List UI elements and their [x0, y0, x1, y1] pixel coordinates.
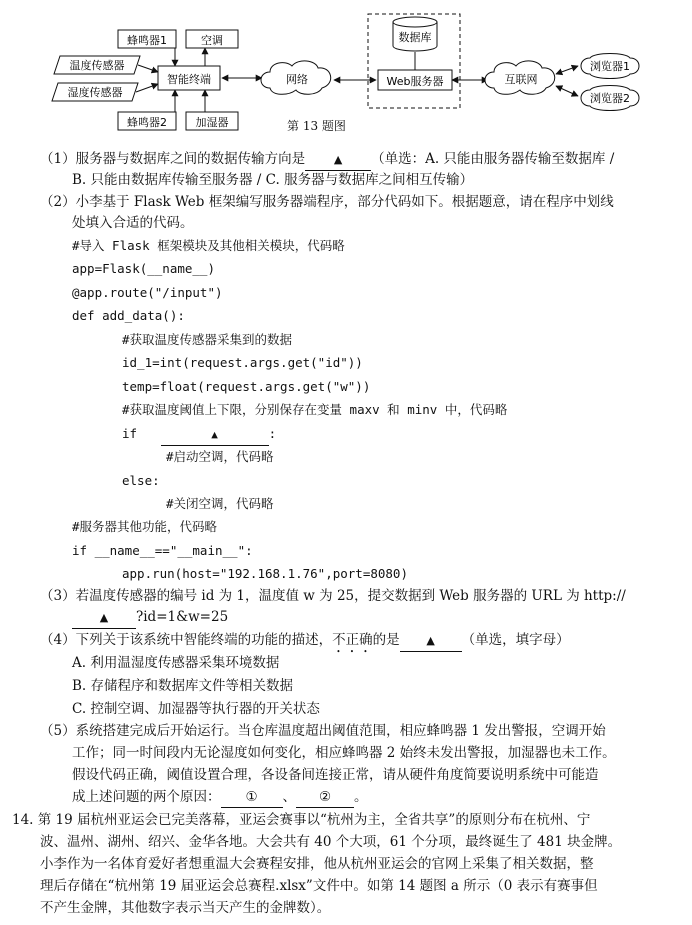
- code-line-11: else:: [122, 473, 160, 488]
- database-label: 数据库: [398, 31, 432, 44]
- q14-line5: 不产生金牌，其他数字表示当天产生的金牌数）。: [40, 900, 331, 916]
- network-label: 网络: [286, 73, 308, 86]
- q4-mid: 的是: [372, 632, 400, 648]
- humidifier-label: 加湿器: [195, 116, 229, 129]
- q4-option-a: A. 利用温湿度传感器采集环境数据: [72, 655, 280, 671]
- buzzer1-label: 蜂鸣器1: [127, 34, 167, 47]
- q14-line2: 波、温州、湖州、绍兴、金华各地。大会共有 40 个大项，61 个分项，最终诞生了 481 块金牌。: [40, 834, 622, 850]
- code-line-13: #服务器其他功能，代码略: [72, 519, 218, 534]
- q1-answer-blank[interactable]: [305, 149, 371, 171]
- browser2-node: [581, 86, 639, 111]
- code-line-4: def add_data():: [72, 308, 185, 323]
- browser2-label: 浏览器2: [590, 92, 630, 105]
- code-line-3: @app.route("/input"): [72, 285, 223, 300]
- ac-node: [186, 30, 238, 48]
- q4-suffix: （单选，填字母）: [461, 632, 570, 648]
- q4-answer-blank[interactable]: [400, 630, 462, 652]
- internet-label: 互联网: [504, 73, 538, 86]
- humidifier-node: [186, 112, 238, 130]
- code-line-15: app.run(host="192.168.1.76",port=8080): [122, 566, 408, 581]
- q5-end: 。: [354, 789, 368, 805]
- internet-cloud: [485, 61, 555, 94]
- q2-line1: （2）小李基于 Flask Web 框架编写服务器端程序，部分代码如下。根据题意，请在程序中划线: [40, 194, 614, 210]
- q1-line2: B. 只能由数据库传输至服务器 / C. 服务器与数据库之间相互传输）: [72, 172, 474, 188]
- q5-mark-1: ①: [245, 789, 258, 805]
- code-line-10: #启动空调，代码略: [166, 449, 274, 464]
- code-line-8: #获取温度阈值上下限，分别保存在变量 maxv 和 minv 中，代码略: [122, 402, 508, 417]
- q3-line2: [72, 607, 228, 629]
- database-node: [393, 17, 437, 51]
- temp-sensor-label: 温度传感器: [69, 59, 125, 72]
- code-if-colon: :: [268, 426, 277, 441]
- q5-line4: [72, 787, 368, 808]
- q4-mark: ▲: [426, 634, 435, 647]
- ac-label: 空调: [201, 34, 223, 47]
- browser1-node: [581, 54, 639, 79]
- buzzer1-node: [118, 30, 176, 48]
- code-line-9: [122, 424, 276, 446]
- code-line-7: temp=float(request.args.get("w")): [122, 379, 371, 394]
- q3-url-suffix: ?id=1&w=25: [136, 609, 229, 625]
- q14-line3: 小李作为一名体育爱好者想重温大会赛程安排，他从杭州亚运会的官网上采集了相关数据，整: [40, 856, 594, 872]
- q4-emphasis: 不正确: [332, 632, 373, 648]
- system-diagram: [0, 0, 692, 140]
- code-line-5: #获取温度传感器采集到的数据: [122, 332, 293, 347]
- buzzer2-label: 蜂鸣器2: [127, 116, 167, 129]
- code-line-2: app=Flask(__name__): [72, 261, 215, 276]
- browser1-label: 浏览器1: [590, 60, 630, 73]
- q4-option-b: B. 存储程序和数据库文件等相关数据: [72, 678, 294, 694]
- code-line-12: #关闭空调，代码略: [166, 496, 274, 511]
- q5-line2: 工作；同一时间段内无论湿度如何变化，相应蜂鸣器 2 始终未发出警报，加湿器也未工作。: [72, 745, 616, 761]
- q1-suffix: （单选：A. 只能由服务器传输至数据库 /: [371, 151, 615, 167]
- smart-terminal-node: [158, 66, 220, 90]
- web-server-node: [378, 70, 452, 90]
- q3-line1: （3）若温度传感器的编号 id 为 1，温度值 w 为 25，提交数据到 Web 服务器的 URL 为 http://: [40, 588, 626, 604]
- q1-prefix: （1）服务器与数据库之间的数据传输方向是: [40, 151, 306, 167]
- code-line-6: id_1=int(request.args.get("id")): [122, 355, 363, 370]
- q2-answer-blank[interactable]: [161, 424, 269, 446]
- q3-mark: ▲: [99, 611, 109, 624]
- q5-prefix: 成上述问题的两个原因：: [72, 789, 221, 805]
- q4-prefix: （4）下列关于该系统中智能终端的功能的描述，: [40, 632, 333, 648]
- q3-answer-blank[interactable]: [72, 607, 136, 629]
- q4-option-c: C. 控制空调、加湿器等执行器的开关状态: [72, 701, 320, 717]
- q5-line1: （5）系统搭建完成后开始运行。当仓库温度超出阈值范围，相应蜂鸣器 1 发出警报，空调开始: [40, 723, 606, 739]
- q2-line2: 处填入合适的代码。: [72, 215, 194, 231]
- q1-mark: ▲: [333, 153, 343, 166]
- q5-answer-blank-2[interactable]: [296, 787, 354, 808]
- code-line-14: if __name__=="__main__":: [72, 543, 253, 558]
- temp-sensor-node: [54, 56, 140, 74]
- q5-mark-2: ②: [318, 789, 332, 805]
- humid-sensor-node: [52, 83, 138, 101]
- figure-caption: 第 13 题图: [287, 119, 346, 133]
- smart-terminal-label: 智能终端: [167, 73, 211, 86]
- q14-line1: 14. 第 19 届杭州亚运会已完美落幕，亚运会赛事以“杭州为主，全省共享”的原则分布在杭州、宁: [12, 812, 591, 828]
- q1-line1: [40, 149, 614, 171]
- network-cloud: [261, 61, 331, 94]
- web-server-label: Web服务器: [386, 75, 444, 88]
- buzzer2-node: [118, 112, 176, 130]
- code-if-keyword: if: [122, 426, 138, 441]
- humid-sensor-label: 湿度传感器: [67, 86, 123, 99]
- q5-separator: 、: [282, 789, 296, 805]
- q5-line3: 假设代码正确，阈值设置合理，各设备间连接正常，请从硬件角度简要说明系统中可能造: [72, 767, 599, 783]
- code-line-1: #导入 Flask 框架模块及其他相关模块，代码略: [72, 238, 345, 253]
- q5-answer-blank-1[interactable]: [221, 787, 283, 808]
- q2-mark: ▲: [211, 428, 218, 441]
- q14-line4: 理后存储在“杭州第 19 届亚运会总赛程.xlsx”文件中。如第 14 题图 a 所示（0 表示有赛事但: [40, 878, 598, 894]
